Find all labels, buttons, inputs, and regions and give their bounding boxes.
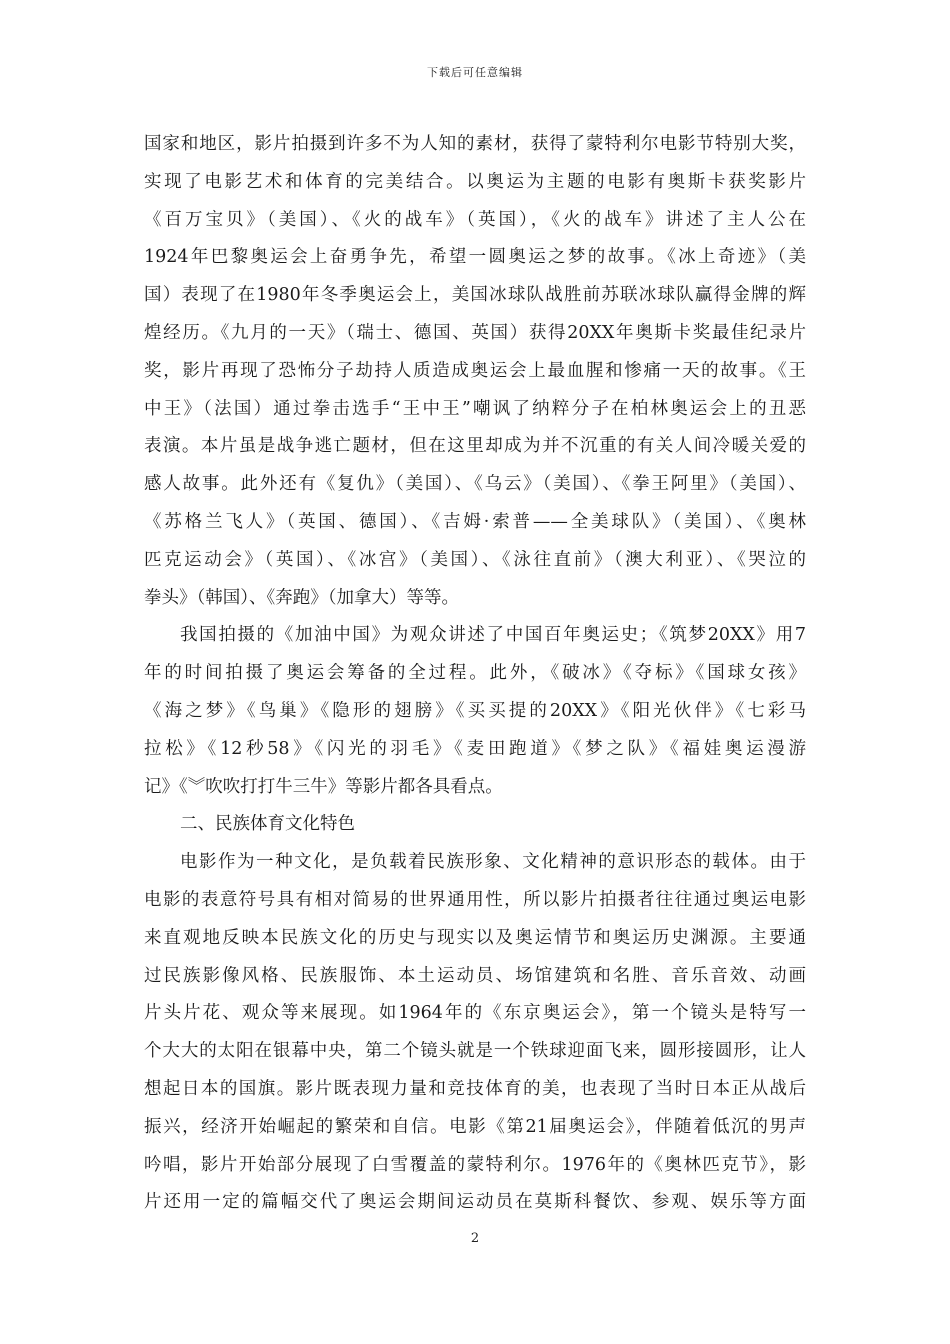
text-line: 记》《︾吹吹打打牛三牛》等影片都各具看点。 xyxy=(144,776,503,797)
document-body xyxy=(144,126,806,1222)
text-line: 奖，影片再现了恐怖分子劫持人质造成奥运会上最血腥和惨痛一天的故事。《王 xyxy=(144,360,806,381)
paragraph-olympic-films xyxy=(144,126,806,617)
text-line: 我国拍摄的《加油中国》为观众讲述了中国百年奥运史；《筑梦20XX》用7 xyxy=(180,625,806,646)
text-line: 拉松》《12秒58》《闪光的羽毛》《麦田跑道》《梦之队》《福娃奥运漫游 xyxy=(144,738,806,759)
text-line: 《海之梦》《鸟巢》《隐形的翅膀》《买买提的20XX》《阳光伙伴》《七彩马 xyxy=(144,700,806,721)
text-line: 吟唱，影片开始部分展现了白雪覆盖的蒙特利尔。1976年的《奥林匹克节》，影 xyxy=(144,1154,806,1175)
page-number: 2 xyxy=(470,1231,480,1246)
text-line: 片还用一定的篇幅交代了奥运会期间运动员在莫斯科餐饮、参观、娱乐等方面 xyxy=(144,1192,806,1213)
text-line: 想起日本的国旗。影片既表现力量和竞技体育的美，也表现了当时日本正从战后 xyxy=(144,1078,806,1099)
text-line: 匹克运动会》（英国）、《冰宫》（美国）、《泳往直前》（澳大利亚）、《哭泣的 xyxy=(144,549,806,570)
text-line: 片头片花、观众等来展现。如1964年的《东京奥运会》，第一个镜头是特写一 xyxy=(144,1003,806,1024)
text-line: 振兴，经济开始崛起的繁荣和自信。电影《第21届奥运会》，伴随着低沉的男声 xyxy=(144,1116,806,1137)
text-line: 电影的表意符号具有相对简易的世界通用性，所以影片拍摄者往往通过奥运电影 xyxy=(144,889,806,910)
text-line: 来直观地反映本民族文化的历史与现实以及奥运情节和奥运历史渊源。主要通 xyxy=(144,927,806,948)
paragraph-national-culture xyxy=(144,844,806,1222)
text-line: 拳头》（韩国）、《奔跑》（加拿大）等等。 xyxy=(144,587,459,608)
section-heading-text: 二、民族体育文化特色 xyxy=(180,814,355,835)
paragraph-chinese-films xyxy=(144,617,806,806)
text-line: 国家和地区，影片拍摄到许多不为人知的素材，获得了蒙特利尔电影节特别大奖， xyxy=(144,134,806,154)
page-header: 下载后可任意编辑 xyxy=(427,66,523,79)
text-line: 电影作为一种文化，是负载着民族形象、文化精神的意识形态的载体。由于 xyxy=(180,852,806,873)
text-line: 感人故事。此外还有《复仇》（美国）、《乌云》（美国）、《拳王阿里》（美国）、 xyxy=(144,474,806,495)
text-line: 1924年巴黎奥运会上奋勇争先，希望一圆奥运之梦的故事。《冰上奇迹》（美 xyxy=(144,247,806,268)
text-line: 表演。本片虽是战争逃亡题材，但在这里却成为并不沉重的有关人间冷暖关爱的 xyxy=(144,436,806,457)
text-line: 《苏格兰飞人》（英国、德国）、《吉姆·索普——全美球队》（美国）、《奥林 xyxy=(144,511,806,532)
text-line: 年的时间拍摄了奥运会筹备的全过程。此外，《破冰》《夺标》《国球女孩》 xyxy=(144,663,806,684)
text-line: 个大大的太阳在银幕中央，第二个镜头就是一个铁球迎面飞来，圆形接圆形，让人 xyxy=(144,1041,806,1062)
text-line: 煌经历。《九月的一天》（瑞士、德国、英国）获得20XX年奥斯卡奖最佳纪录片 xyxy=(144,322,806,343)
text-line: 中王》（法国）通过拳击选手“王中王”嘲讽了纳粹分子在柏林奥运会上的丑恶 xyxy=(144,398,806,419)
text-line: 过民族影像风格、民族服饰、本土运动员、场馆建筑和名胜、音乐音效、动画 xyxy=(144,965,806,986)
text-line: 《百万宝贝》（美国）、《火的战车》（英国），《火的战车》讲述了主人公在 xyxy=(144,209,806,230)
section-heading xyxy=(144,806,806,844)
text-line: 国）表现了在1980年冬季奥运会上，美国冰球队战胜前苏联冰球队赢得金牌的辉 xyxy=(144,285,806,306)
text-line: 实现了电影艺术和体育的完美结合。以奥运为主题的电影有奥斯卡获奖影片 xyxy=(144,171,806,192)
